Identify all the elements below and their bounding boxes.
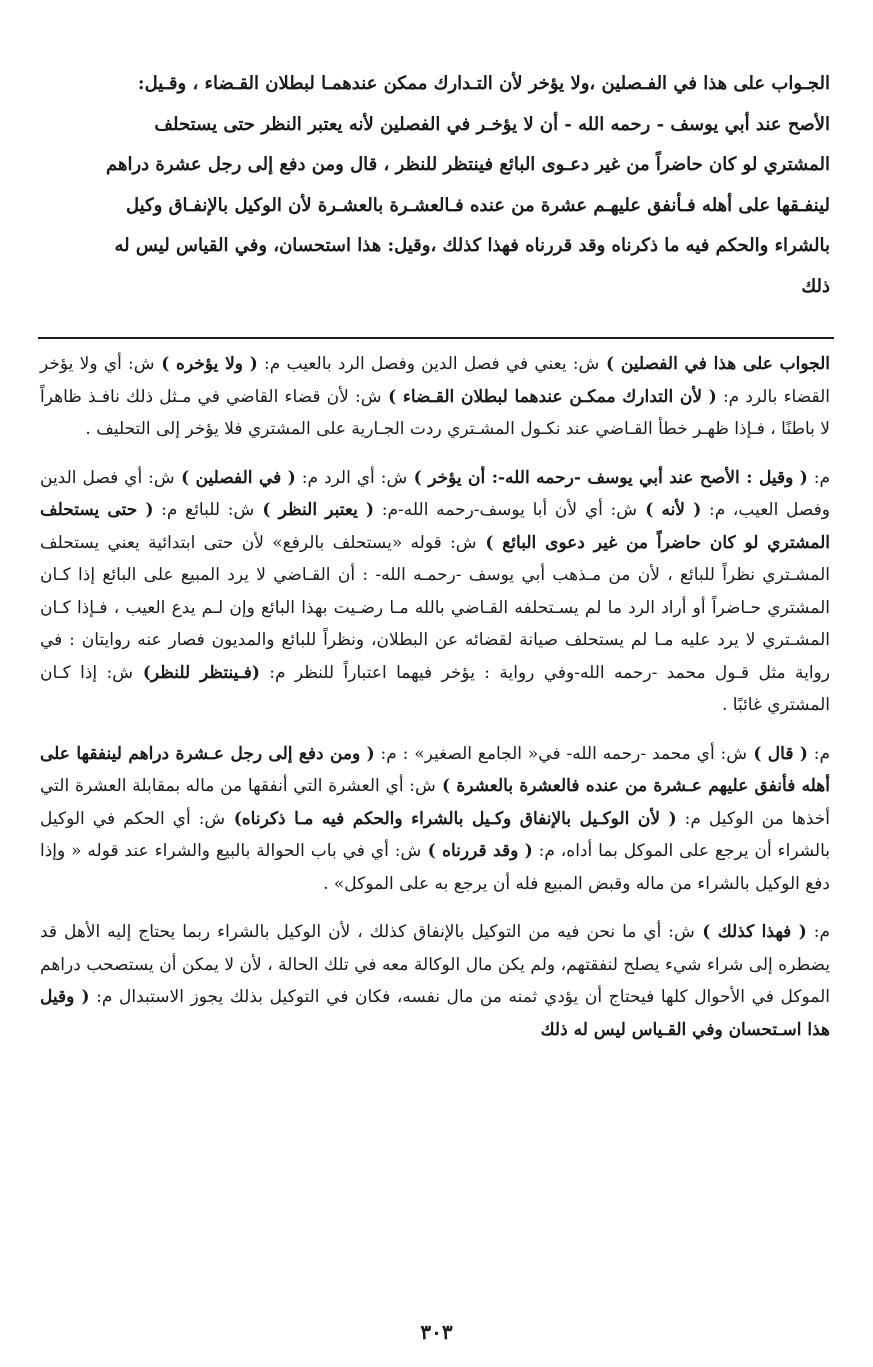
commentary-text: م: [807, 467, 830, 488]
main-text-line: المشتري لو كان حاضراً من غير دعـوى البائع فينتظر للنظر ، قال ومن دفع إلى رجل عشرة دراهم [105, 154, 830, 175]
main-text-line: ذلك [801, 275, 830, 297]
commentary-text: ش: أي فصل الدين وفصل العيب، م: [40, 467, 830, 520]
commentary-text: ش: أي لأن أبا يوسف-رحمه الله-م: [374, 500, 637, 520]
quoted-text: ( في الفصلين ) [174, 467, 296, 488]
commentary-text: ش: أي محمد -رحمه الله- في« الجامع الصغير» : م: [374, 743, 748, 764]
commentary-text: ش: أي في باب الحوالة بالبيع والشراء عند قوله « وإذا دفع الوكيل بالشراء من ماله وقبض المبيع فله أن يرجع به على الموكل» . [40, 841, 830, 894]
commentary-text: ش: أي ما نحن فيه من التوكيل بالإنفاق كذلك ، لأن الوكيل بالشراء ربما يحتاج إليه الأهل قد يضطره إلى شراء شيء يصلح لنفقتهم، ولم يكن مال الوكالة معه في تلك الحالة ، لأن لا يمكن أن يستصحب دراهم الموكل في الأحوال كلها فيحتاج أن يؤدي ثمنه من مال نفسه، فكان في التوكيل بذلك يجوز الاستبدال م: [40, 922, 830, 1007]
quoted-text: ( لأن التدارك ممكـن عندهما لبطلان القـضاء ) [381, 386, 717, 407]
page-number: ٣٠٣ [420, 1320, 453, 1344]
main-text-line: الجـواب على هذا في الفـصلين ،ولا يؤخر لأن التـدارك ممكن عندهمـا لبطلان القـضاء ، وقـيل: [137, 73, 830, 94]
commentary-text: ش: للبائع م: [153, 500, 255, 520]
commentary-text: ش: يعني في فصل الدين وفصل الرد بالعيب م: [257, 354, 600, 374]
quoted-text: ( لأنه ) [637, 500, 702, 520]
quoted-text: ( يعتبر النظر ) [254, 500, 375, 520]
commentary-text: م: [806, 922, 830, 942]
quoted-text: الجواب على هذا في الفصلين ) [599, 354, 831, 374]
main-text-line: بالشراء والحكم فيه ما ذكرناه وقد قررناه فهذا كذلك ،وقيل: هذا استحسان، وفي القياس ليس له [114, 235, 830, 256]
section-divider [38, 337, 834, 339]
commentary-block [40, 348, 830, 1062]
commentary-text: ش: أي العشرة التي أنفقها من ماله بمقابلة العشرة التي أخذها من الوكيل م: [40, 776, 831, 829]
commentary-paragraph [40, 348, 830, 446]
commentary-paragraph [40, 462, 830, 722]
quoted-text: ( وقيل هذا اسـتحسان وفي القـياس ليس له ذلك [40, 987, 830, 1040]
commentary-text: ش: لأن قضاء القاضي في مـثل ذلك نافـذ ظاهراً لا باطنًا ، فـإذا ظهـر خطأ القـاضي عند نكـول المشـتري ردت الجـارية على المشتري فلا يؤخر إلى التحليف . [40, 386, 830, 439]
quoted-text: ( وقد قررناه ) [421, 841, 533, 861]
commentary-text: م: [807, 743, 831, 764]
quoted-text: ( لأن الوكـيل بالإنفاق وكـيل بالشراء والحكم فيه مـا ذكرناه) [225, 808, 677, 829]
commentary-paragraph [40, 916, 830, 1046]
quoted-text: ( حتى يستحلف المشتري لو كان حاضراً من غير دعوى البائع ) [40, 500, 830, 553]
quoted-text: ( ولا يؤخره ) [154, 354, 258, 374]
main-text-line: الأصح عند أبي يوسف - رحمه الله - أن لا يؤخـر في الفصلين لأنه يعتبر النظر حتى يستحلف [154, 113, 830, 135]
commentary-text: ش: أي الرد م: [295, 467, 408, 488]
quoted-text: ( وقيل : الأصح عند أبي يوسف -رحمه الله-: أن يؤخر ) [407, 467, 808, 488]
commentary-text: ش: أي الحكم في الوكيل بالشراء أن يرجع على الموكل بما أداه، م: [40, 808, 830, 861]
commentary-text: ش: أي ولا يؤخر القضاء بالرد م: [40, 354, 830, 407]
quoted-text: ( ومن دفع إلى رجل عـشرة دراهم لينفقها على أهله فأنفق عليهم عـشرة من عنده فالعشرة بالعشرة ) [40, 743, 830, 796]
commentary-text: ش: قوله «يستحلف بالرفع» لأن حتى ابتدائية يعني يستحلف المشـتري نظراً للبائع ، لأن من مـذهب أبي يوسف -رحمـه الله- : أن القـاضي لا يرد المبيع على البائع إذا كـان المشتري حـاضراً أو أراد الرد ما لم يسـتحلفه القـاضي بالله مـا رضـيت بهذا البائع وإن لـم يدع العيب ، فـإذا كـان المشـتري لا يرد عليه مـا لم يستحلف صيانة لقضائه عن البطلان، ونظراً للبائع والمديون فصار عنه روايتان : في رواية مثل قـول محمد -رحمه الله-وفي رواية : يؤخر فيهما اعتباراً للنظر م: [40, 532, 830, 683]
quoted-text: (فـينتظر للنظر) [132, 662, 260, 683]
main-text-block [40, 64, 830, 307]
commentary-text: ش: إذا كـان المشتري غائبًا . [40, 662, 830, 715]
quoted-text: ( قال ) [747, 743, 808, 764]
main-text-line: لينفـقها على أهله فـأنفق عليهـم عشرة من عنده فـالعشـرة بالعشـرة لأن الوكيل بالإنفـاق وكيل [125, 194, 830, 216]
commentary-paragraph [40, 738, 830, 901]
quoted-text: ( فهذا كذلك ) [694, 922, 807, 942]
